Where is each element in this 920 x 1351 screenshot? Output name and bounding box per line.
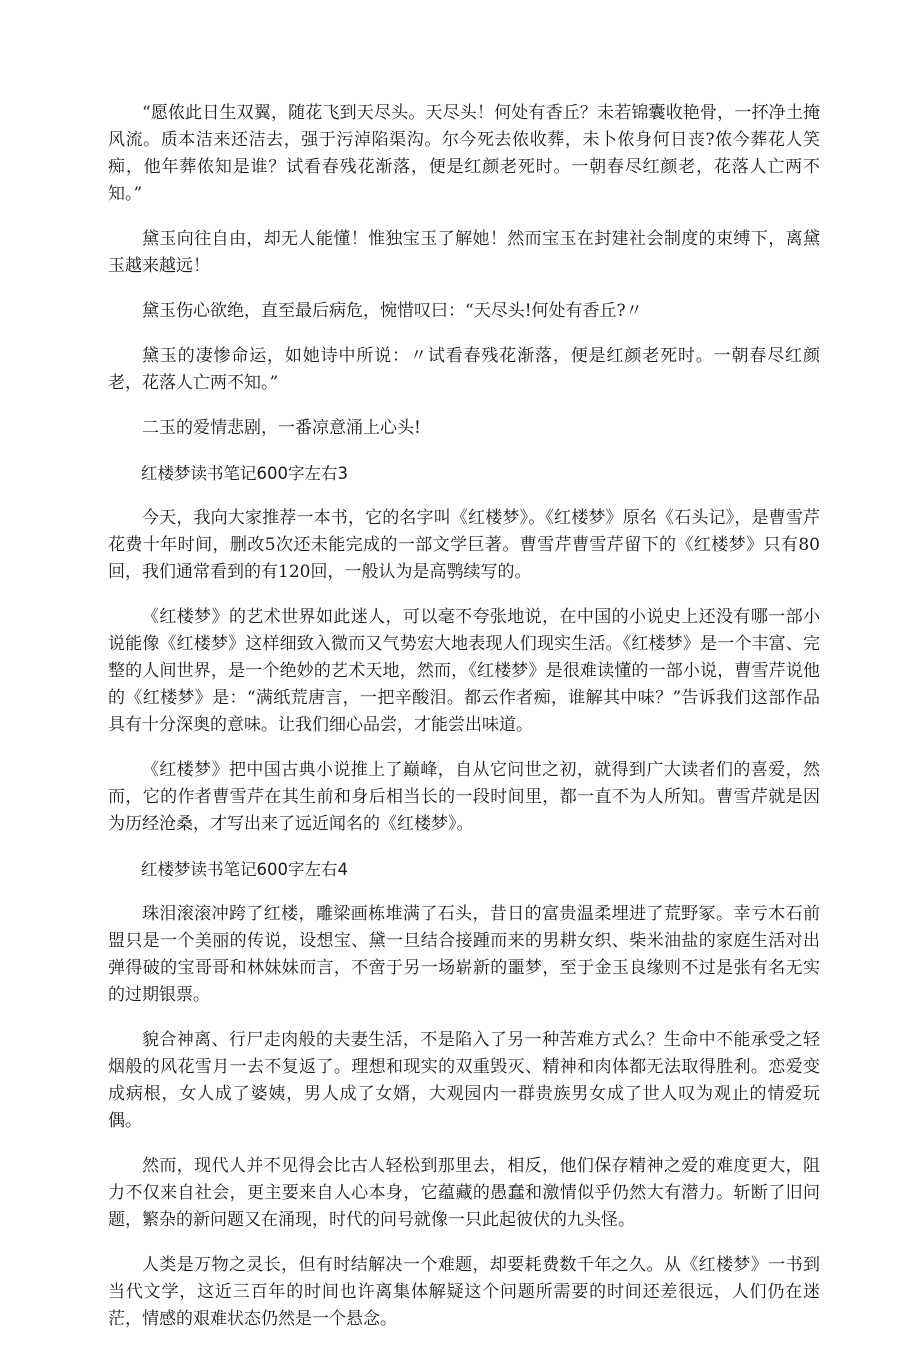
paragraph: 黛玉向往自由，却无人能懂！惟独宝玉了解她！然而宝玉在封建社会制度的束缚下，离黛玉越来越远！ [108,229,820,276]
paragraph: 《红楼梦》把中国古典小说推上了巅峰，自从它问世之初，就得到广大读者们的喜爱，然而，它的作者曹雪芹在其生前和身后相当长的一段时间里，都一直不为人所知。曹雪芹就是因为历经沧桑，才写出来了远近闻名的《红楼梦》。 [108,760,820,834]
paragraph: 二玉的爱情悲剧，一番凉意涌上心头! [142,418,421,438]
paragraph: 黛玉的凄惨命运，如她诗中所说：〃试看春残花渐落，便是红颜老死时。一朝春尽红颜老，花落人亡两不知。” [108,346,820,393]
paragraph: 黛玉伤心欲绝，直至最后病危，惋惜叹曰：“天尽头!何处有香丘?〃 [142,301,643,321]
paragraph: 然而，现代人并不见得会比古人轻松到那里去，相反，他们保存精神之爱的难度更大，阻力不仅来自社会，更主要来自人心本身，它蕴藏的愚蠢和激情似乎仍然大有潜力。斩断了旧问题，繁杂的新问题又在涌现，时代的问号就像一只此起彼伏的九头怪。 [108,1156,820,1230]
document-body [108,100,820,1351]
section-heading: 红楼梦读书笔记600字左右3 [141,464,348,483]
section-heading: 红楼梦读书笔记600字左右4 [141,860,348,879]
paragraph: 珠泪滚滚冲跨了红楼，雕梁画栋堆满了石头，昔日的富贵温柔埋进了荒野冢。幸亏木石前盟只是一个美丽的传说，设想宝、黛一旦结合接踵而来的男耕女织、柴米油盐的家庭生活对出弹得破的宝哥哥和林妹妹而言，不啻于另一场崭新的噩梦，至于金玉良缘则不过是张有名无实的过期银票。 [108,904,820,1005]
paragraph: 《红楼梦》的艺术世界如此迷人，可以毫不夸张地说，在中国的小说史上还没有哪一部小说能像《红楼梦》这样细致入微而又气势宏大地表现人们现实生活。《红楼梦》是一个丰富、完整的人间世界，是一个绝妙的艺术天地，然而，《红楼梦》是很难读懂的一部小说，曹雪芹说他的《红楼梦》是：“满纸荒唐言，一把辛酸泪。都云作者痴，谁解其中味？”告诉我们这部作品具有十分深奥的意味。让我们细心品尝，才能尝出味道。 [108,607,820,735]
paragraph: 今天，我向大家推荐一本书，它的名字叫《红楼梦》。《红楼梦》原名《石头记》，是曹雪芹花费十年时间，删改5次还未能完成的一部文学巨著。曹雪芹曹雪芹留下的《红楼梦》只有80回，我们通常看到的有120回，一般认为是高鹗续写的。 [108,508,820,582]
poem-quote-paragraph: “愿侬此日生双翼，随花飞到天尽头。天尽头！何处有香丘？未若锦囊收艳骨，一抔净土掩风流。质本洁来还洁去，强于污淖陷渠沟。尔今死去侬收葬，未卜侬身何日丧?侬今葬花人笑痴，他年葬侬知是谁？试看春残花渐落，便是红颜老死时。一朝春尽红颜老，花落人亡两不知。” [108,103,820,204]
paragraph: 貌合神离、行尸走肉般的夫妻生活，不是陷入了另一种苦难方式么？生命中不能承受之轻烟般的风花雪月一去不复返了。理想和现实的双重毁灭、精神和肉体都无法取得胜利。恋爱变成病根，女人成了婆姨，男人成了女婿，大观园内一群贵族男女成了世人叹为观止的情爱玩偶。 [108,1030,820,1131]
paragraph: 人类是万物之灵长，但有时结解决一个难题，却要耗费数千年之久。从《红楼梦》一书到当代文学，这近三百年的时间也许离集体解疑这个问题所需要的时间还差很远，人们仍在迷茫，情感的艰难状态仍然是一个悬念。 [108,1255,820,1329]
